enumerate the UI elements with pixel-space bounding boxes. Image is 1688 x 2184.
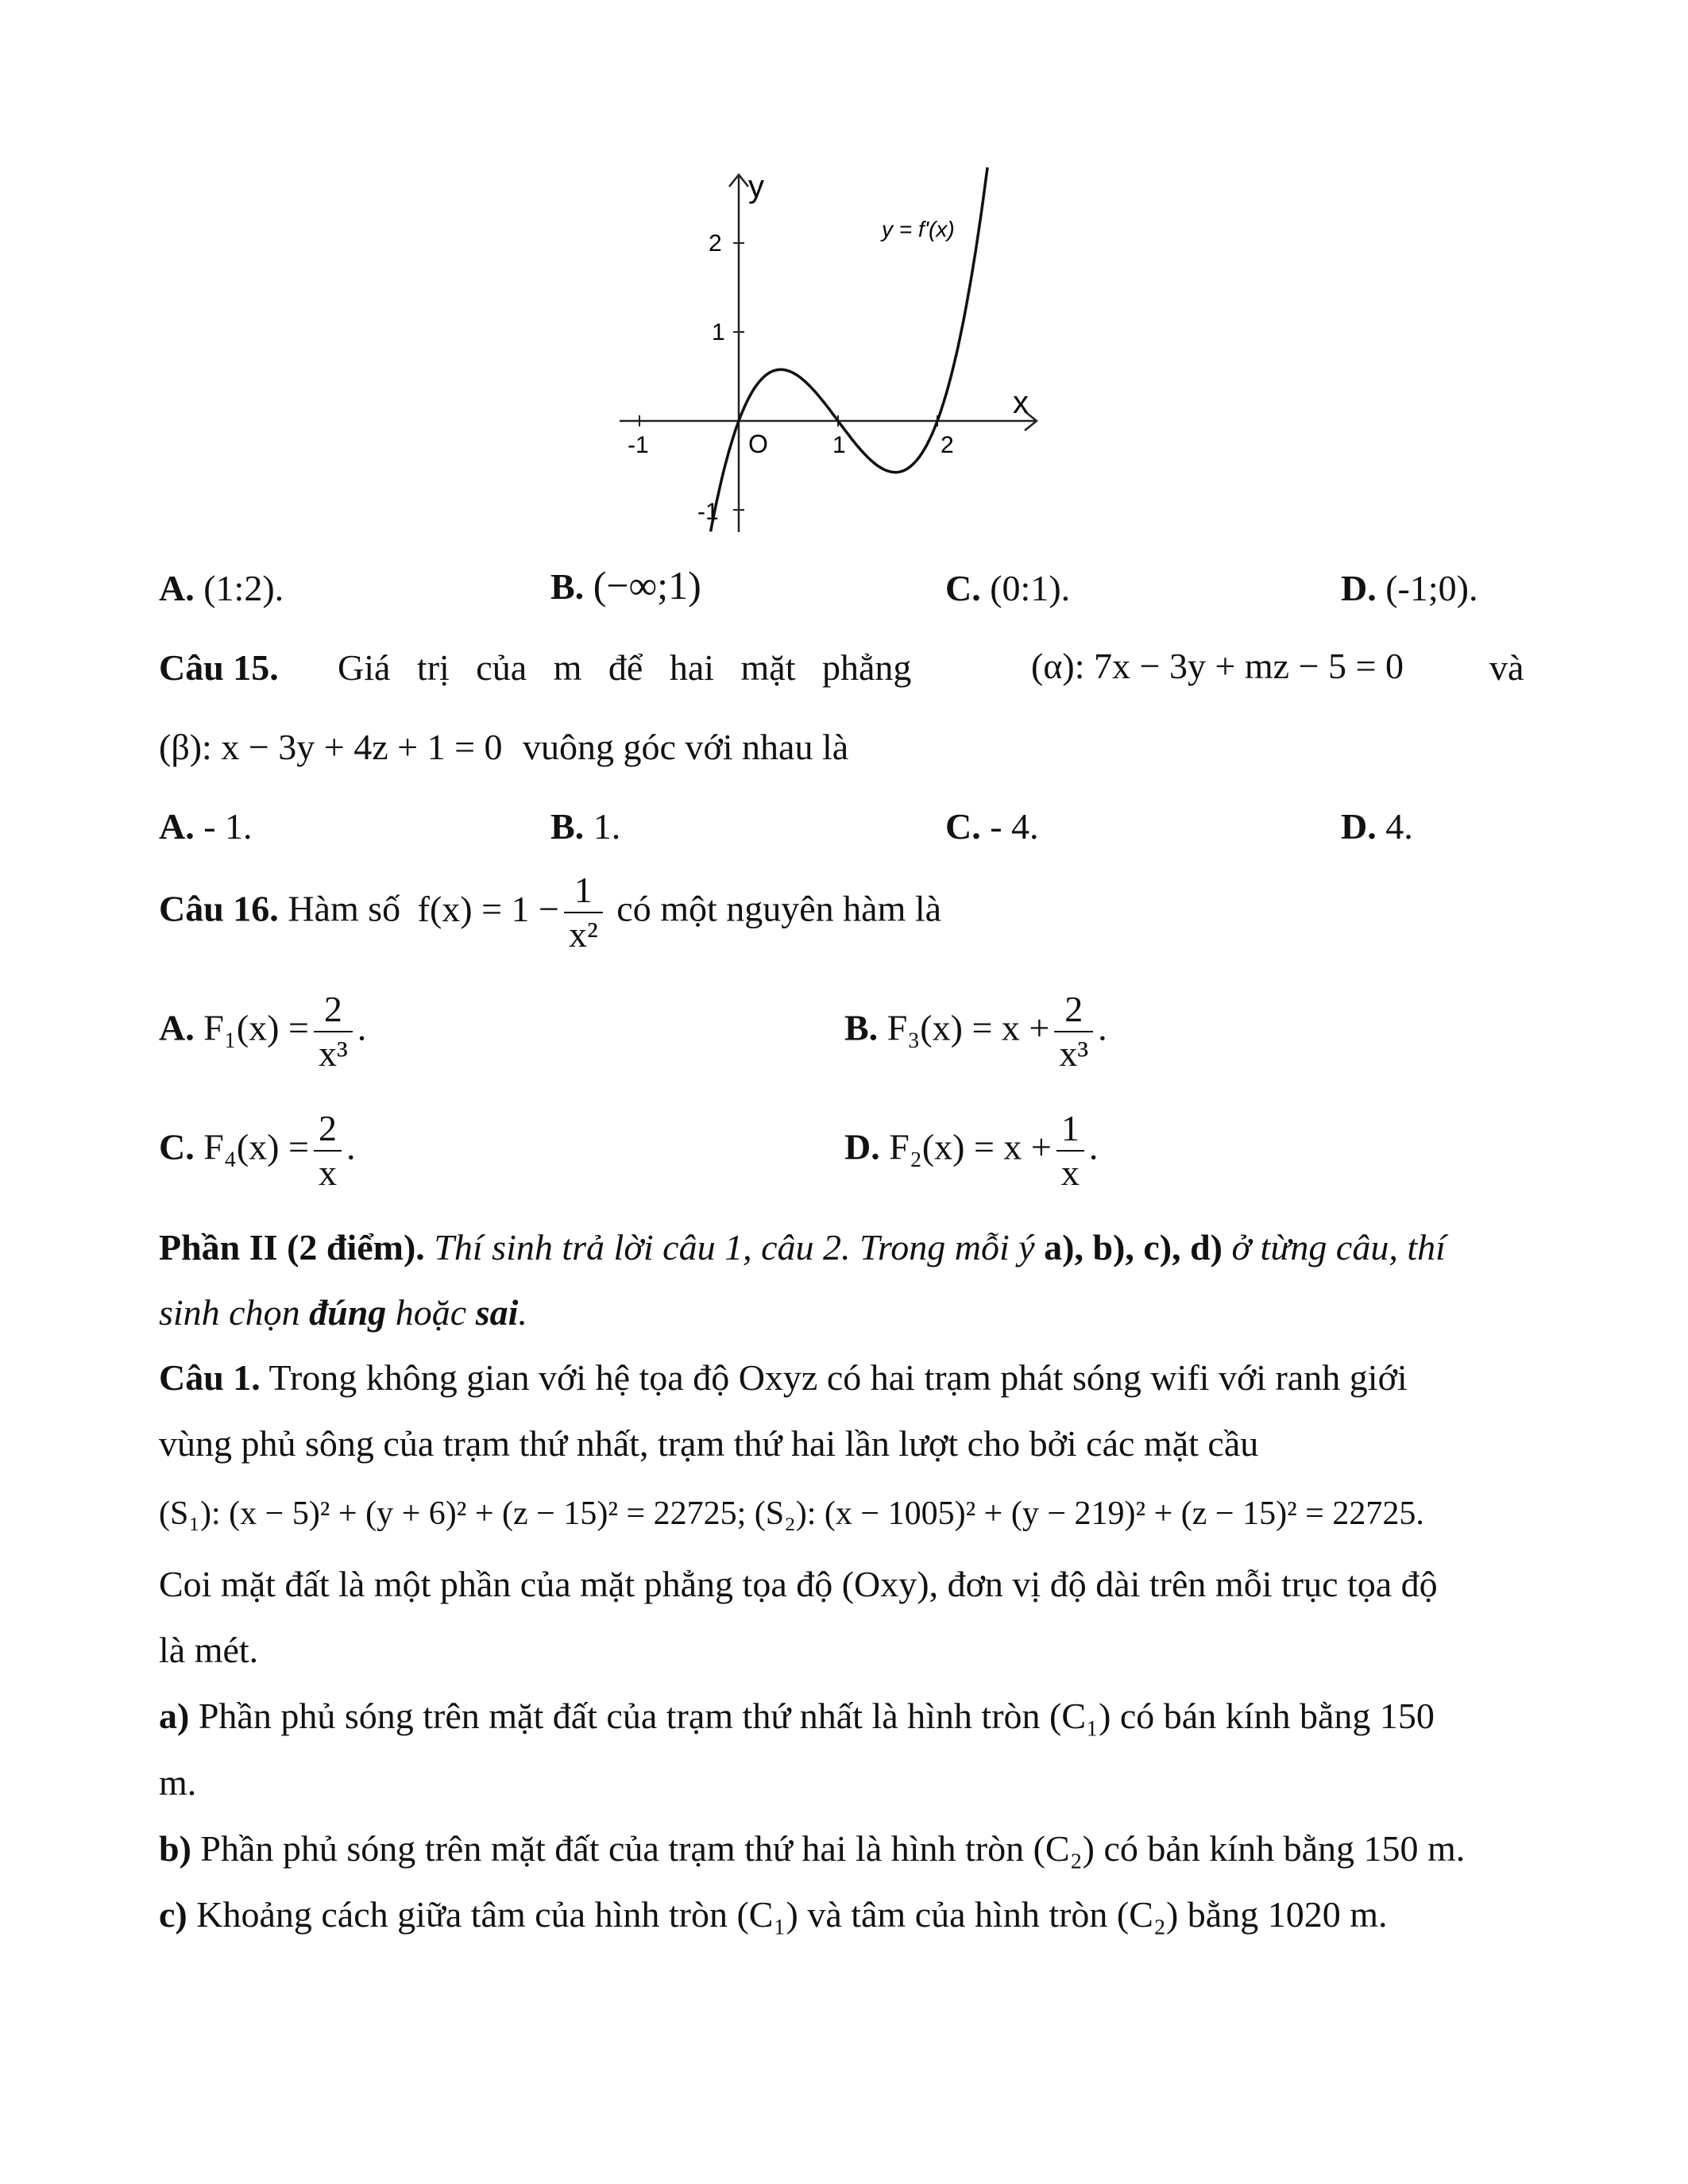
option-text: (−∞;1) <box>593 563 701 608</box>
tick-label-y1: 1 <box>712 319 725 345</box>
option-text: - 4. <box>990 806 1039 847</box>
alpha-equation: (α): 7x − 3y + mz − 5 = 0 <box>1031 646 1404 686</box>
option-label: A. <box>159 1007 195 1048</box>
fraction-denominator: x <box>1060 1152 1080 1193</box>
option-text: (-1;0). <box>1385 568 1478 608</box>
c1-line-5 <box>159 1632 258 1669</box>
q16-option-a[interactable]: A. F₁(x) = $\frac{2}{\text{x³}}$ . <box>159 989 367 1074</box>
option-label: B. <box>844 1007 879 1048</box>
fraction-denominator: x³ <box>318 1033 348 1074</box>
option-label: D. <box>1341 568 1377 608</box>
false-word: sai <box>475 1292 519 1333</box>
c1-statement-a-cont <box>159 1762 197 1803</box>
option-fraction <box>314 1110 342 1191</box>
question-text-1: Trong không gian với hệ tọa độ Oxyz có hai trạm phát sóng wifi với ranh giới <box>268 1357 1408 1398</box>
sphere-equations: (S₁): (x − 5)² + (y + 6)² + (z − 15)² = 22725; (S₂): (x − 1005)² + (y − 219)² + (z − 15)² = 22725. <box>159 1495 1424 1532</box>
option-lhs: F₂(x) = x + <box>889 1126 1052 1167</box>
tick-label-xm1: -1 <box>628 432 649 458</box>
tick-label-ym1: -1 <box>697 499 719 525</box>
question-text: Giá trị của m để hai mặt phẳng <box>338 647 912 688</box>
q15-and <box>1489 647 1524 688</box>
part-items: a), b), c), d) <box>1044 1227 1223 1268</box>
statement-text: Khoảng cách giữa tâm của hình tròn (C₁) và tâm của hình tròn (C₂) bằng 1020 m. <box>196 1894 1388 1935</box>
q14-option-b[interactable] <box>550 563 701 608</box>
tick-label-y2: 2 <box>709 230 722 257</box>
fraction-numerator: 1 <box>1056 1110 1084 1152</box>
c1-statement-c[interactable] <box>159 1894 1388 1935</box>
q16-line <box>159 872 941 953</box>
option-label: C. <box>159 1126 195 1167</box>
q14-option-d[interactable] <box>1341 570 1477 607</box>
question-label: Câu 15. <box>159 647 279 688</box>
q15-line-2 <box>159 729 848 766</box>
option-label: A. <box>159 806 195 847</box>
fraction-denominator: x <box>318 1152 337 1193</box>
q15-option-b[interactable] <box>550 808 620 845</box>
part-intro-3: sinh chọn <box>159 1292 300 1333</box>
function-lhs: f(x) = 1 − <box>417 888 559 929</box>
q16-option-b[interactable]: B. F₃(x) = x + $\frac{2}{\text{x³}}$ . <box>844 989 1107 1074</box>
option-lhs: F₄(x) = <box>203 1126 309 1167</box>
function-fraction <box>564 872 603 953</box>
part2-heading <box>159 1229 1446 1266</box>
part2-line-2 <box>159 1292 527 1333</box>
question-text: Hàm số <box>288 888 401 929</box>
question-text-2: vuông góc với nhau là <box>523 727 849 767</box>
statement-label: b) <box>159 1828 191 1869</box>
q15-alpha-equation <box>1031 648 1404 685</box>
question-text-5: là mét. <box>159 1630 259 1670</box>
q15-option-a[interactable] <box>159 808 253 845</box>
statement-label: c) <box>159 1894 187 1935</box>
option-lhs: F₁(x) = <box>203 1007 309 1048</box>
curve-label: y = f'(x) <box>882 217 955 241</box>
part-intro: Thí sinh trả lời câu 1, câu 2. Trong mỗi ý <box>434 1227 1035 1268</box>
y-axis-label: y <box>748 169 764 204</box>
fraction-numerator: 2 <box>314 1110 342 1152</box>
x-axis-label: x <box>1013 385 1029 420</box>
c1-line-4 <box>159 1566 1438 1603</box>
option-label: B. <box>550 806 585 847</box>
q15-text <box>338 647 912 688</box>
c1-statement-a[interactable] <box>159 1698 1435 1734</box>
option-label: C. <box>945 568 981 608</box>
option-fraction <box>1056 1110 1084 1191</box>
fraction-numerator: 2 <box>1054 991 1093 1032</box>
fraction-denominator: x³ <box>1059 1033 1089 1074</box>
option-text: 1. <box>593 806 621 847</box>
tick-label-x2: 2 <box>941 432 954 458</box>
statement-text: Phần phủ sóng trên mặt đất của trạm thứ hai là hình tròn (C₂) có bản kính bằng 150 m. <box>200 1828 1466 1869</box>
fraction-denominator: x² <box>568 914 598 955</box>
fraction-numerator: 2 <box>314 991 353 1032</box>
q14-option-a[interactable] <box>159 570 284 607</box>
period: . <box>518 1292 527 1333</box>
option-label: C. <box>945 806 981 847</box>
origin-label: O <box>748 430 768 458</box>
q16-option-c[interactable]: C. F₄(x) = $\frac{2}{x}$ . <box>159 1108 356 1193</box>
question-text-2: có một nguyên hàm là <box>616 888 942 929</box>
statement-text: Phần phủ sóng trên mặt đất của trạm thứ nhất là hình tròn (C₁) có bán kính bằng 150 <box>198 1696 1435 1736</box>
statement-text-2: m. <box>159 1762 197 1803</box>
option-label: B. <box>550 566 585 607</box>
q15-option-c[interactable] <box>945 808 1039 845</box>
option-label: D. <box>1341 806 1377 847</box>
option-fraction <box>1054 991 1093 1072</box>
q15-line-1 <box>159 647 279 688</box>
part-intro-2: ở từng câu, thí <box>1231 1227 1446 1268</box>
tick-label-x1: 1 <box>832 432 846 458</box>
or-word: hoặc <box>395 1292 467 1333</box>
c1-line-1 <box>159 1357 1408 1398</box>
option-text: - 1. <box>203 806 253 847</box>
option-fraction <box>314 991 353 1072</box>
q16-option-d[interactable]: D. F₂(x) = x + $\frac{1}{x}$ . <box>844 1108 1099 1193</box>
and-word: và <box>1489 647 1524 688</box>
option-label: A. <box>159 568 195 608</box>
true-word: đúng <box>309 1292 387 1333</box>
c1-statement-b[interactable] <box>159 1828 1466 1869</box>
option-lhs: F₃(x) = x + <box>886 1007 1050 1048</box>
question-text-4: Coi mặt đất là một phần của mặt phẳng tọa độ (Oxy), đơn vị độ dài trên mỗi trục tọa độ <box>159 1564 1438 1604</box>
statement-label: a) <box>159 1696 190 1736</box>
question-text-2: vùng phủ sông của trạm thứ nhất, trạm thứ hai lần lượt cho bởi các mặt cầu <box>159 1423 1259 1464</box>
c1-sphere-equations <box>159 1497 1424 1530</box>
option-text: (1:2). <box>203 568 284 608</box>
question-label: Câu 16. <box>159 888 279 929</box>
c1-line-2 <box>159 1423 1259 1464</box>
q15-option-d[interactable] <box>1341 808 1413 845</box>
option-text: (0:1). <box>990 568 1071 608</box>
question-label: Câu 1. <box>159 1357 261 1398</box>
option-label: D. <box>844 1126 880 1167</box>
beta-equation: (β): x − 3y + 4z + 1 = 0 <box>159 727 503 767</box>
derivative-graph <box>612 159 1056 540</box>
q14-option-c[interactable] <box>945 570 1070 607</box>
fraction-numerator: 1 <box>564 872 603 913</box>
option-text: 4. <box>1385 806 1413 847</box>
part-title: Phần II (2 điểm). <box>159 1227 425 1268</box>
